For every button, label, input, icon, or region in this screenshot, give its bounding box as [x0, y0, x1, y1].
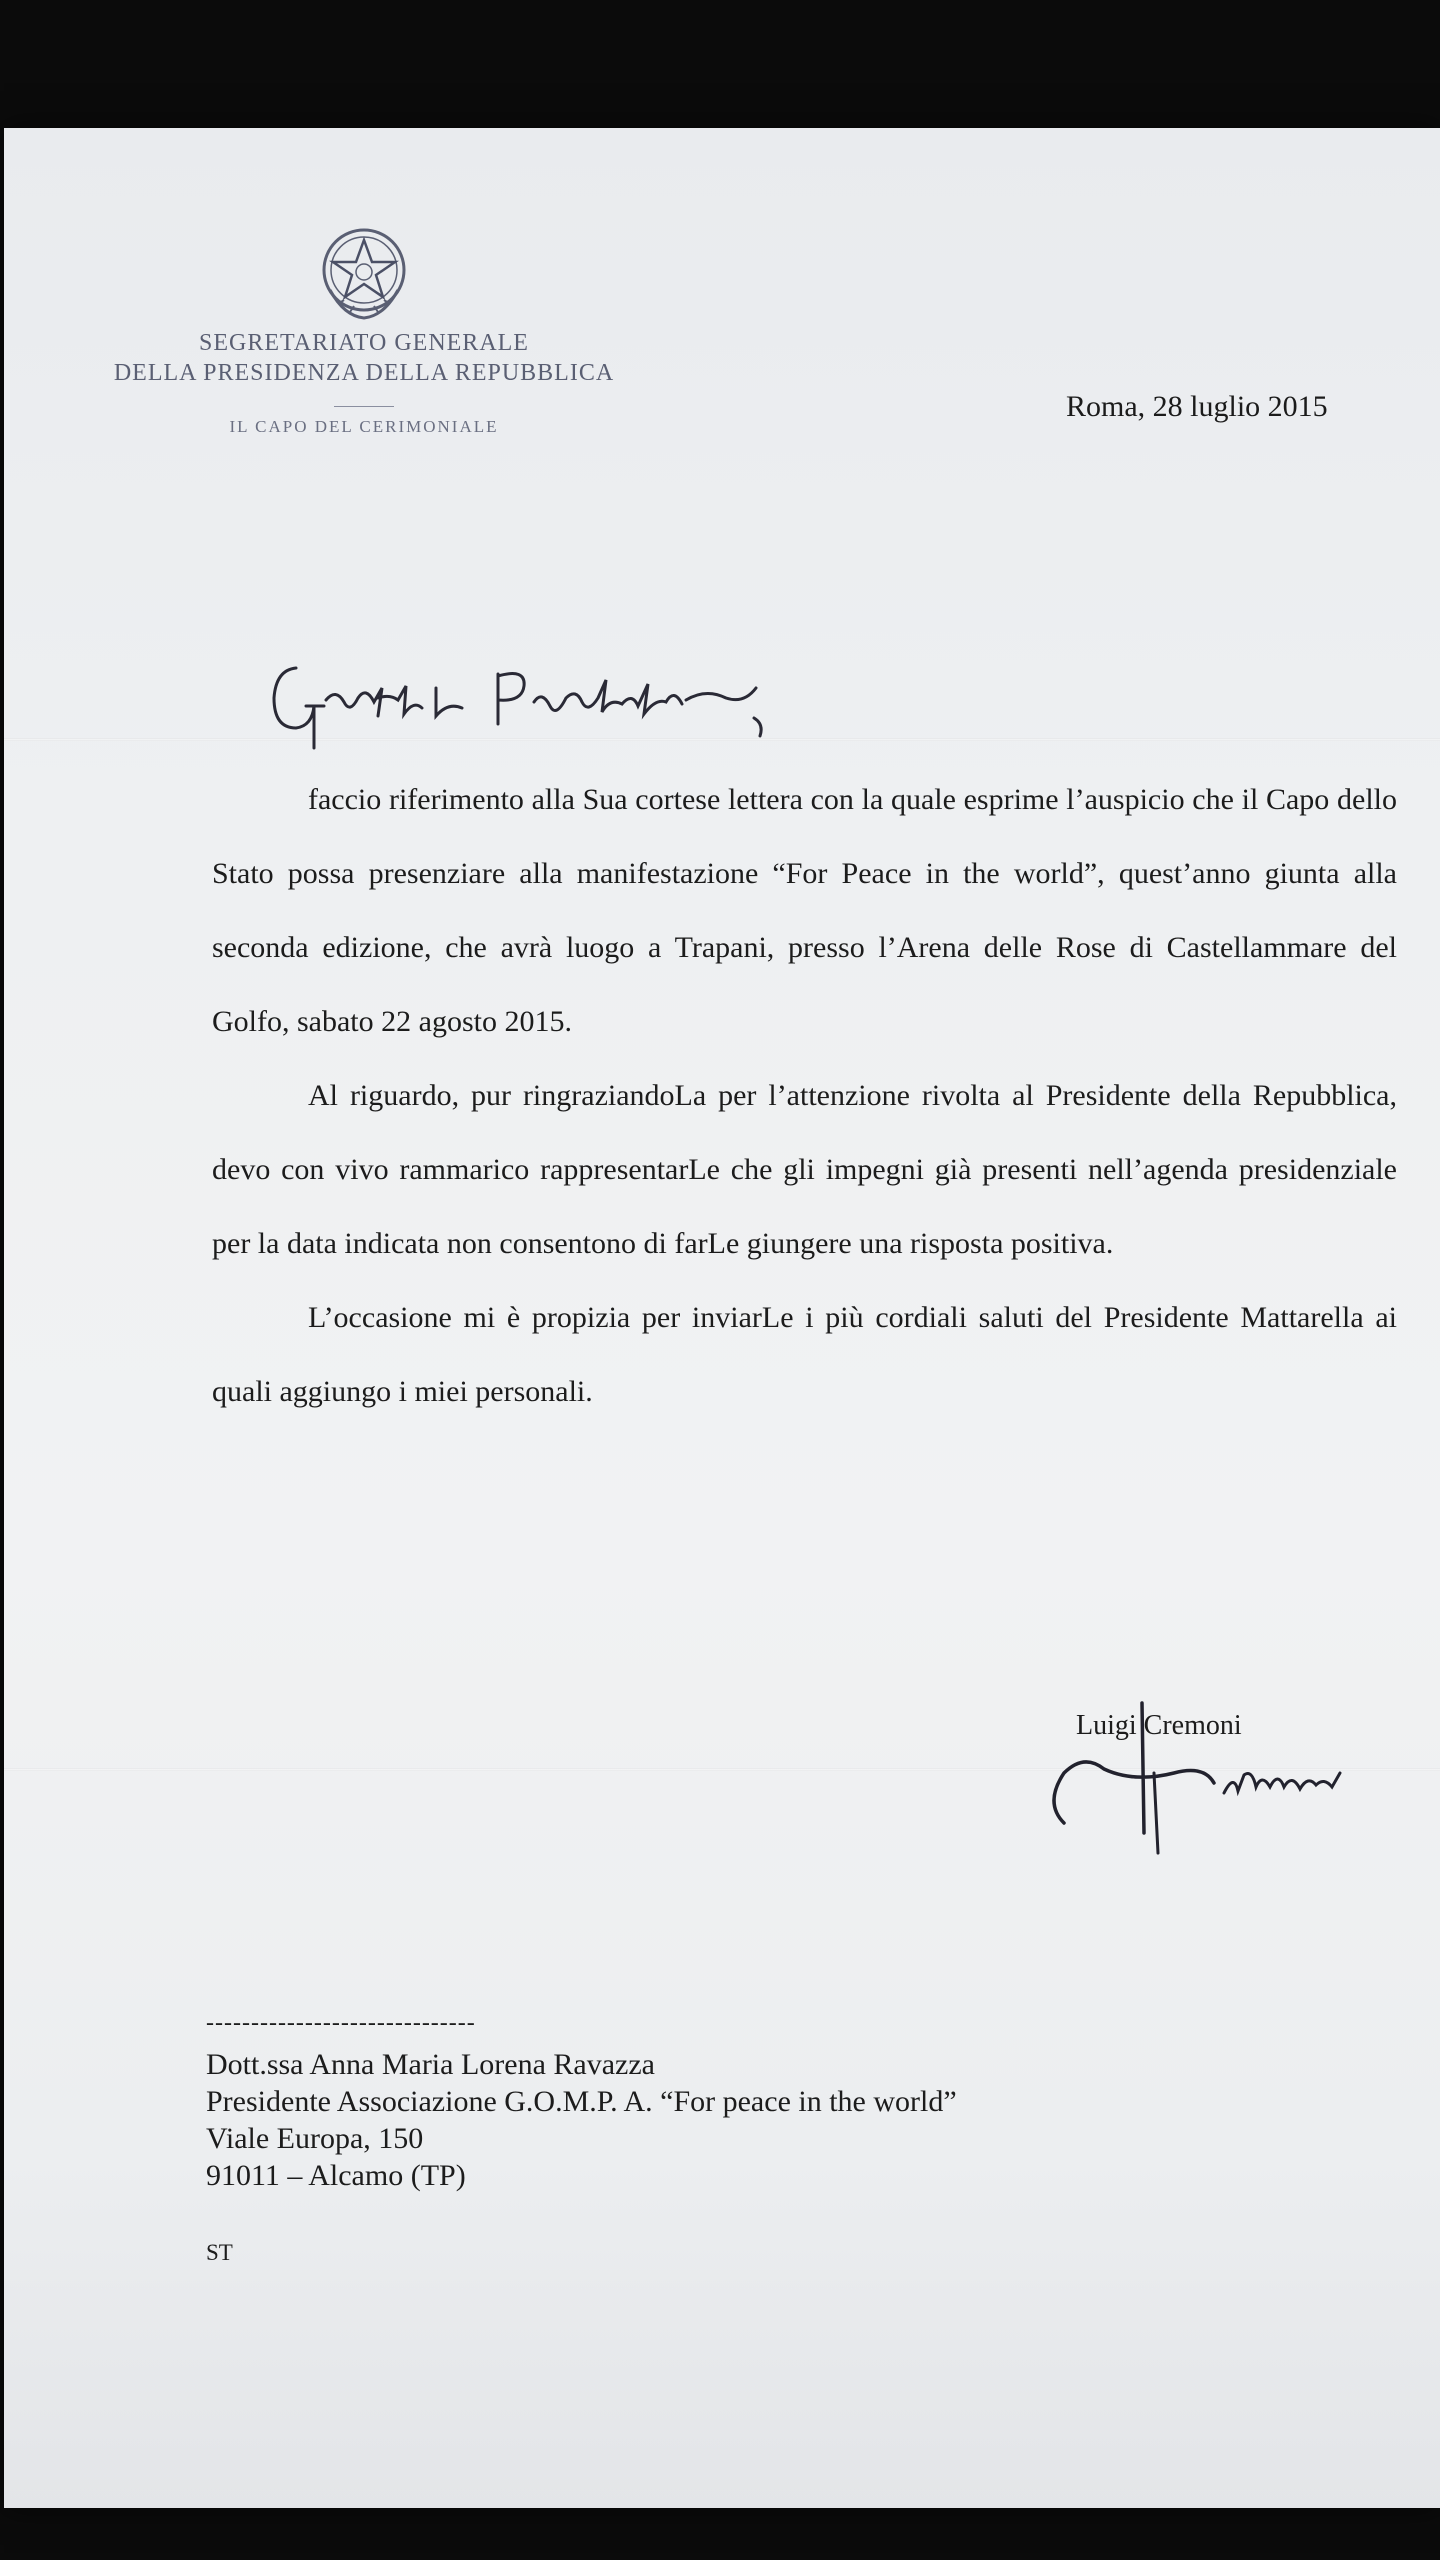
recipient-title: Presidente Associazione G.O.M.P. A. “For peace in the world”	[206, 2085, 957, 2118]
letterhead	[44, 218, 684, 437]
handwritten-signature	[1034, 1673, 1414, 1873]
recipient-city: 91011 – Alcamo (TP)	[206, 2159, 466, 2192]
letterhead-line-1: SEGRETARIATO GENERALE	[199, 330, 529, 356]
paragraph-3: L’occasione mi è propizia per inviarLe i più cordiali saluti del Presidente Mattarella ai quali aggiungo i miei personali.	[212, 1301, 1397, 1408]
letter-date: Roma, 28 luglio 2015	[1066, 390, 1328, 423]
letterhead-divider	[334, 406, 394, 407]
letterhead-office: IL CAPO DEL CERIMONIALE	[229, 417, 499, 436]
signer-name: Luigi Cremoni	[1076, 1710, 1242, 1741]
recipient-name: Dott.ssa Anna Maria Lorena Ravazza	[206, 2048, 655, 2081]
letterhead-line-2: DELLA PRESIDENZA DELLA REPUBBLICA	[113, 360, 615, 386]
recipient-street: Viale Europa, 150	[206, 2122, 424, 2155]
separator-line: ------------------------------	[206, 2010, 476, 2036]
italian-republic-emblem-icon	[314, 218, 414, 328]
letter-sheet	[4, 128, 1440, 2508]
recipient-address	[206, 2046, 957, 2194]
paragraph-2: Al riguardo, pur ringraziandoLa per l’attenzione rivolta al Presidente della Repubblica, devo con vivo rammarico rappresentarLe che gli impegni già presenti nell’agenda presidenziale per la data indicata non consentono di farLe giungere una risposta positiva.	[212, 1079, 1397, 1260]
handwritten-salutation	[266, 628, 786, 768]
salutation-text: Gentile Presidente,	[266, 628, 274, 629]
paragraph-1: faccio riferimento alla Sua cortese lettera con la quale esprime l’auspicio che il Capo dello Stato possa presenziare alla manifestazione “For Peace in the world”, quest’anno giunta alla seconda edizione, che avrà luogo a Trapani, presso l’Arena delle Rose di Castellammare del Golfo, sabato 22 agosto 2015.	[212, 783, 1397, 1038]
letter-body	[212, 763, 1397, 1429]
typist-initials: ST	[206, 2240, 233, 2265]
